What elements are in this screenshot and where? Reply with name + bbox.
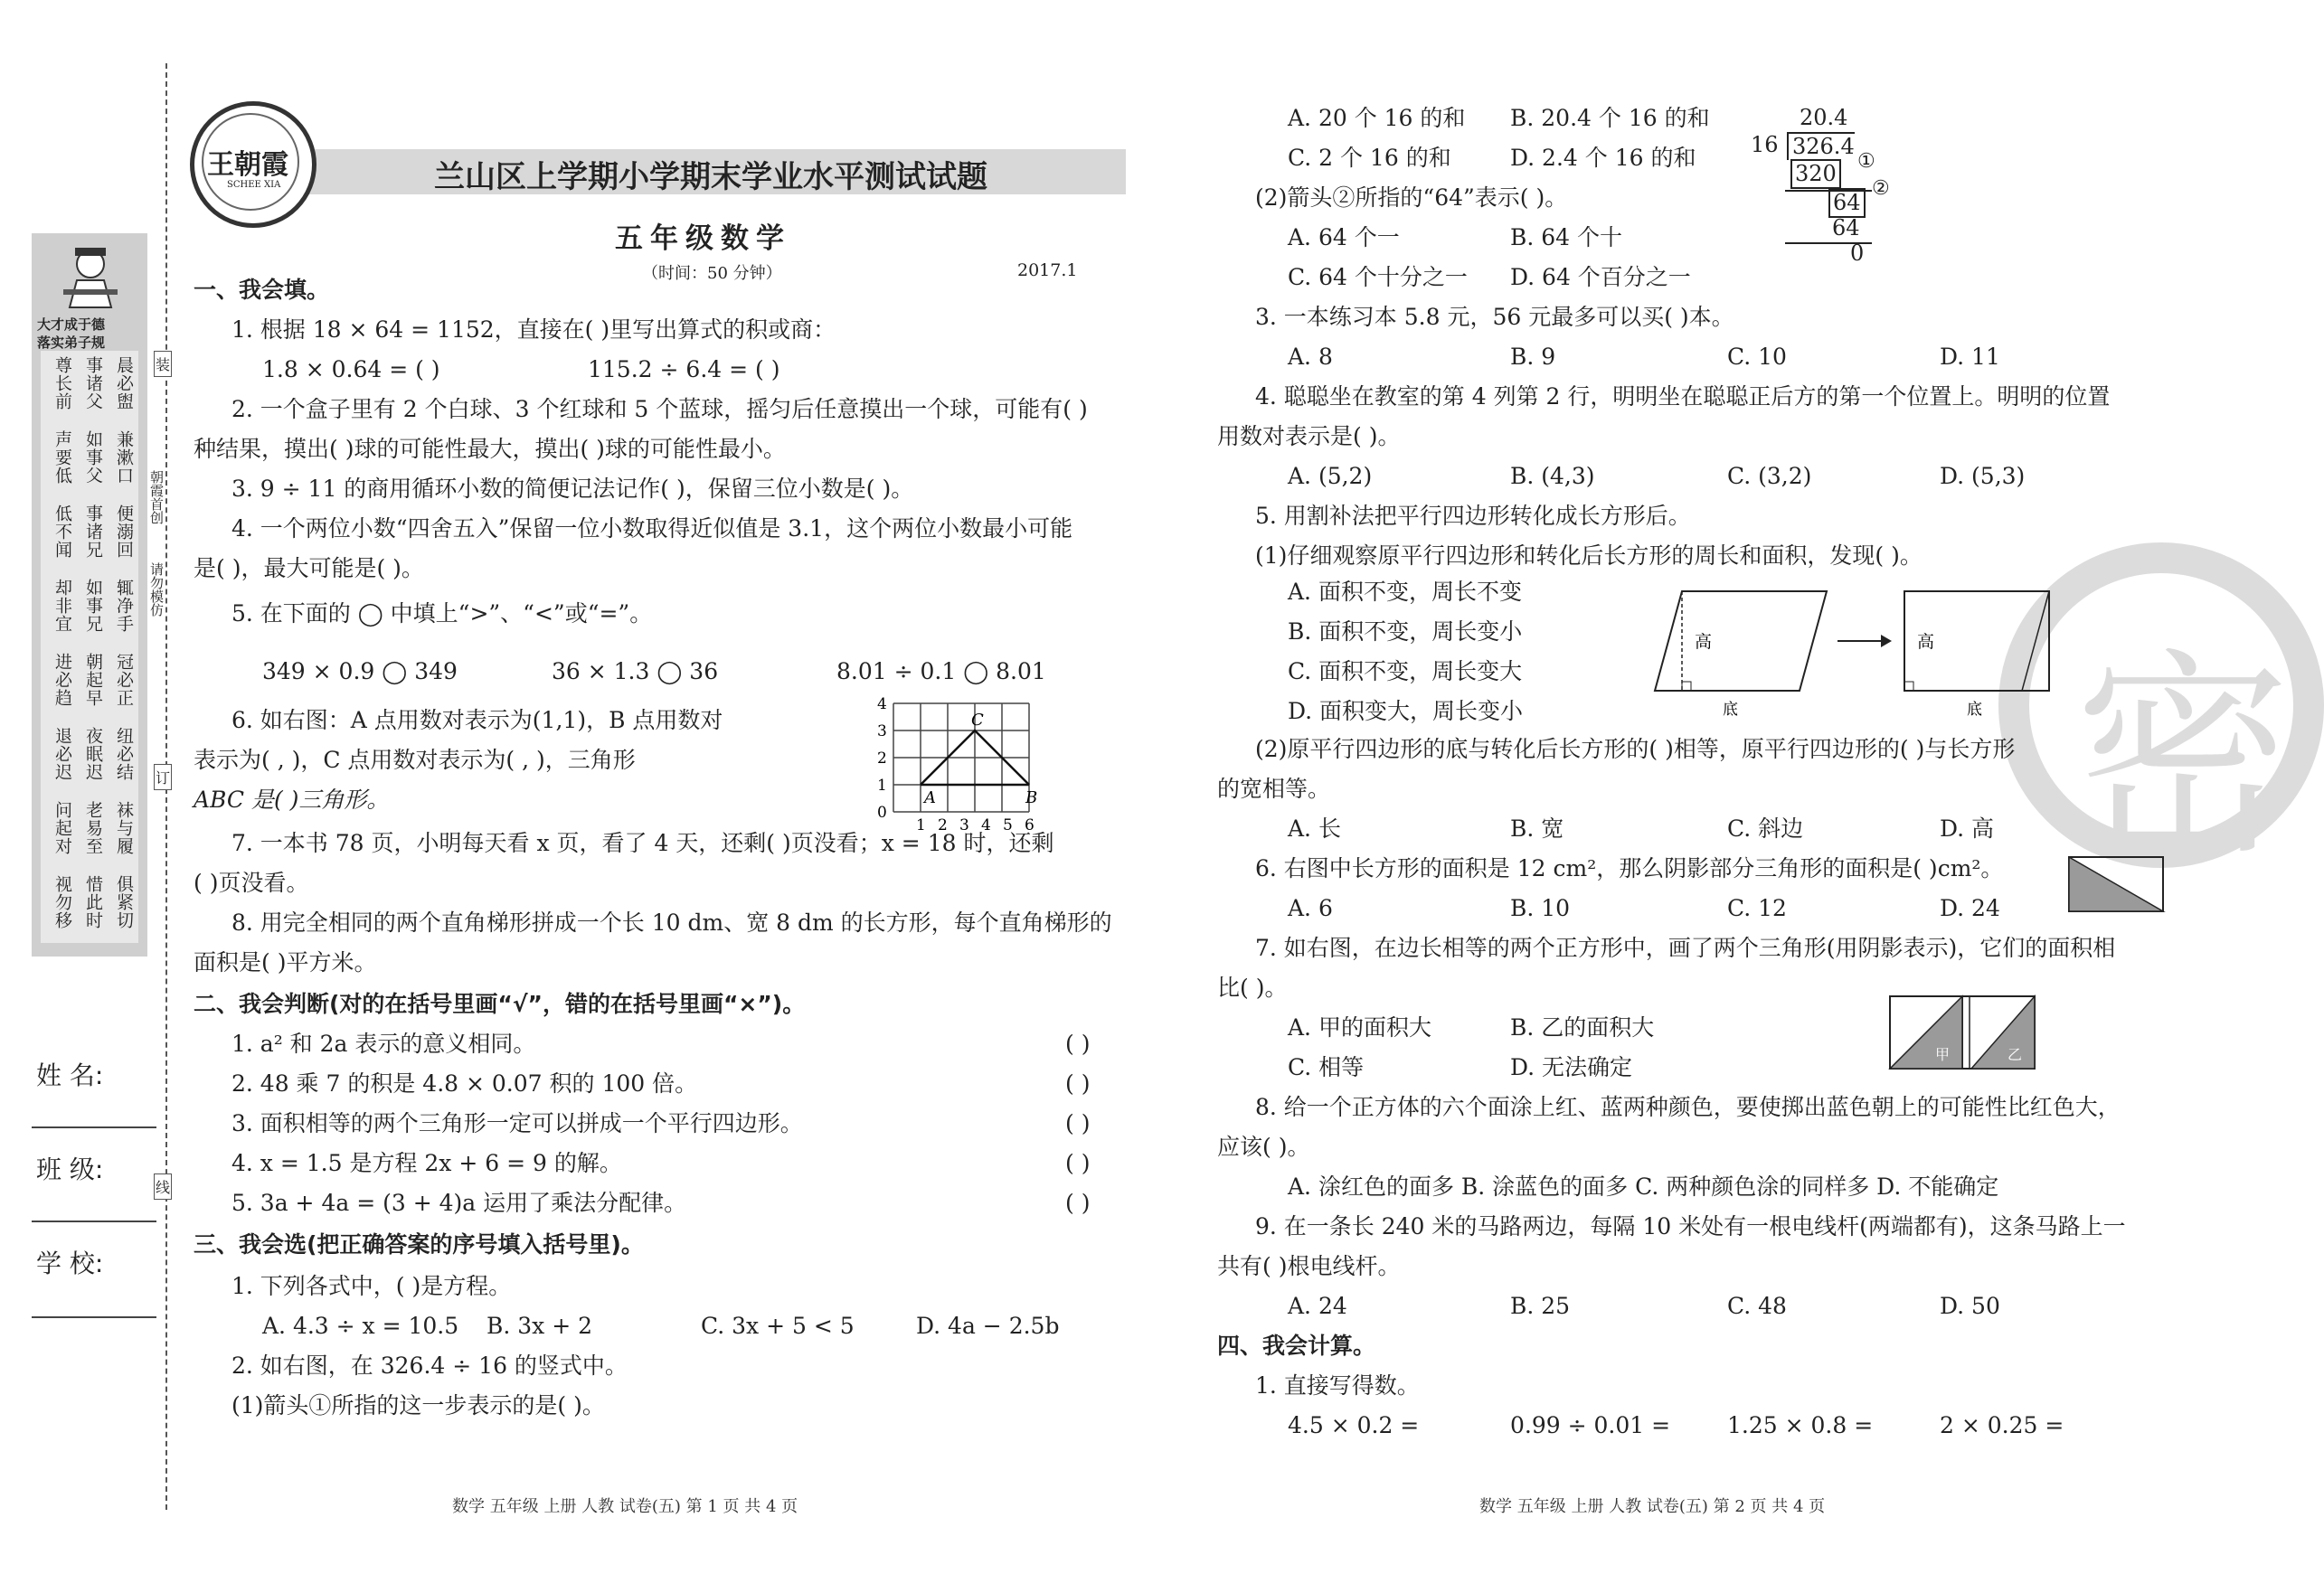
section-4-title: 四、我会计算。 xyxy=(1217,1333,1376,1359)
calc-title: 1. 直接写得数。 xyxy=(1255,1372,1420,1399)
maxim: 事诸兄 xyxy=(83,504,103,559)
long-division-figure xyxy=(1745,105,1890,268)
choice-option: A. 涂红色的面多 B. 涂蓝色的面多 C. 两种颜色涂的同样多 D. 不能确定 xyxy=(1288,1173,1999,1200)
section-1-title: 一、我会填。 xyxy=(194,277,330,303)
choice-option: D. 面积变大，周长变小 xyxy=(1288,698,1524,724)
divisor: 16 xyxy=(1751,132,1779,157)
choice-option: D. 50 xyxy=(1940,1293,2000,1319)
choice-5-2: (2)原平行四边形的底与转化后长方形的( )相等，原平行四边形的( )与长方形 xyxy=(1255,736,2016,762)
calc-item: 4.5 × 0.2 = xyxy=(1288,1412,1420,1438)
judge-answer-box[interactable]: ( ) xyxy=(1065,1190,1091,1216)
question-7-cont: ( )页没看。 xyxy=(194,870,309,896)
seal-mark: 订 xyxy=(154,764,172,790)
coordinate-grid xyxy=(866,694,1056,834)
judge-item: 1. a² 和 2a 表示的意义相同。 xyxy=(231,1031,536,1057)
name-field[interactable] xyxy=(32,1126,156,1128)
choice-option: D. 11 xyxy=(1940,344,2000,370)
choice-option: B. 64 个十 xyxy=(1510,224,1623,250)
remainder: 0 xyxy=(1850,240,1865,266)
choice-option: A. 64 个一 xyxy=(1288,224,1400,250)
question-2-cont: 种结果，摸出( )球的可能性最大，摸出( )球的可能性最小。 xyxy=(194,436,786,462)
exam-title: 兰山区上学期小学期末学业水平测试试题 xyxy=(434,159,987,195)
two-squares-figure xyxy=(1888,994,2038,1070)
x-tick: 3 xyxy=(959,816,969,834)
choice-5-2-cont: 的宽相等。 xyxy=(1217,776,1331,802)
height-label: 高 xyxy=(1695,632,1713,652)
exam-date: 2017.1 xyxy=(1017,260,1078,280)
maxim: 俱紧切 xyxy=(114,875,134,929)
label-yi: 乙 xyxy=(2008,1046,2023,1063)
choice-6: 6. 右图中长方形的面积是 12 cm²，那么阴影部分三角形的面积是( )cm²。 xyxy=(1255,855,2004,881)
choice-9-cont: 共有( )根电线杆。 xyxy=(1217,1253,1401,1279)
class-field[interactable] xyxy=(32,1221,156,1222)
logo-sub: SCHEE XIA xyxy=(227,180,281,190)
choice-option: D. 高 xyxy=(1940,815,1995,842)
choice-option: C. (3,2) xyxy=(1727,463,1812,489)
base-label: 底 xyxy=(1967,701,1982,719)
choice-5-1: (1)仔细观察原平行四边形和转化后长方形的周长和面积，发现( )。 xyxy=(1255,542,1922,569)
choice-option: B. 3x + 2 xyxy=(487,1313,593,1339)
x-tick: 4 xyxy=(981,816,991,834)
vertical-note: 朝霞首创 xyxy=(148,470,165,524)
step-320: 320 xyxy=(1790,159,1841,189)
school-field[interactable] xyxy=(32,1316,156,1318)
maxim: 退必迟 xyxy=(52,727,72,781)
exam-time: （时间：50 分钟） xyxy=(642,264,782,283)
y-tick: 3 xyxy=(877,722,887,740)
judge-answer-box[interactable]: ( ) xyxy=(1065,1070,1091,1097)
parallelogram-figure xyxy=(1646,582,2053,718)
page-footer-left: 数学 五年级 上册 人教 试卷(五) 第 1 页 共 4 页 xyxy=(452,1497,798,1516)
question-5c: 8.01 ÷ 0.1 ◯ 8.01 xyxy=(836,658,1046,684)
x-tick: 6 xyxy=(1025,816,1034,834)
calc-item: 1.25 × 0.8 = xyxy=(1727,1412,1874,1438)
maxim: 惜此时 xyxy=(83,875,103,929)
choice-option: D. 64 个百分之一 xyxy=(1510,264,1691,290)
section-3-title: 三、我会选(把正确答案的序号填入括号里)。 xyxy=(194,1231,644,1258)
calc-item: 2 × 0.25 = xyxy=(1940,1412,2064,1438)
page-footer-right: 数学 五年级 上册 人教 试卷(五) 第 2 页 共 4 页 xyxy=(1479,1497,1826,1516)
choice-2: 2. 如右图，在 326.4 ÷ 16 的竖式中。 xyxy=(231,1353,628,1379)
choice-option: B. 宽 xyxy=(1510,815,1564,842)
maxim-panel xyxy=(32,233,147,957)
question-5b: 36 × 1.3 ◯ 36 xyxy=(552,658,719,684)
step-64: 64 xyxy=(1828,188,1866,218)
choice-option: C. 2 个 16 的和 xyxy=(1288,145,1451,171)
arrow-marker-1: ① xyxy=(1857,150,1875,173)
y-tick: 1 xyxy=(877,777,887,795)
dividend: 326.4 xyxy=(1787,132,1855,160)
choice-9: 9. 在一条长 240 米的马路两边，每隔 10 米处有一根电线杆(两端都有)，这条马路上一 xyxy=(1255,1213,2126,1239)
question-7: 7. 一本书 78 页，小明每天看 x 页，看了 4 天，还剩( )页没看；x = 18 时，还剩 xyxy=(231,830,1054,856)
maxim: 晨必盥 xyxy=(114,356,134,410)
question-4: 4. 一个两位小数“四舍五入”保留一位小数取得近似值是 3.1，这个两位小数最小可能 xyxy=(231,515,1073,542)
choice-option: A. 24 xyxy=(1288,1293,1347,1319)
watermark-text: 密 xyxy=(2074,630,2292,883)
maxim: 朝起早 xyxy=(83,653,103,707)
logo xyxy=(190,101,316,228)
judge-item: 3. 面积相等的两个三角形一定可以拼成一个平行四边形。 xyxy=(231,1110,803,1136)
maxim: 却非宜 xyxy=(52,579,72,633)
choice-option: C. 10 xyxy=(1727,344,1787,370)
maxim: 事诸父 xyxy=(83,356,103,410)
x-tick: 1 xyxy=(916,816,926,834)
maxim: 纽必结 xyxy=(114,727,134,781)
maxim: 如事兄 xyxy=(83,579,103,633)
judge-answer-box[interactable]: ( ) xyxy=(1065,1150,1091,1176)
calc-item: 0.99 ÷ 0.01 = xyxy=(1510,1412,1671,1438)
maxim-grid xyxy=(41,351,138,943)
choice-option: A. 甲的面积大 xyxy=(1288,1014,1431,1041)
section-2-title: 二、我会判断(对的在括号里画“√”，错的在括号里画“×”)。 xyxy=(194,991,806,1017)
choice-option: D. (5,3) xyxy=(1940,463,2026,489)
maxim: 低不闻 xyxy=(52,504,72,559)
choice-option: C. 面积不变，周长变大 xyxy=(1288,658,1523,684)
choice-option: B. 25 xyxy=(1510,1293,1571,1319)
choice-option: B. 20.4 个 16 的和 xyxy=(1510,105,1710,131)
name-label: 姓 名: xyxy=(36,1060,104,1090)
maxim: 视勿移 xyxy=(52,875,72,929)
choice-7-cont: 比( )。 xyxy=(1217,975,1288,1001)
height-label: 高 xyxy=(1917,632,1935,652)
maxim: 问起对 xyxy=(52,801,72,855)
vertical-note: 请勿模仿 xyxy=(148,562,165,617)
x-tick: 2 xyxy=(938,816,948,834)
seal-mark: 线 xyxy=(154,1173,172,1200)
motto: 大才成于德 xyxy=(37,316,106,333)
choice-option: A. 20 个 16 的和 xyxy=(1288,105,1466,131)
question-6-cont: 表示为( , )，C 点用数对表示为( , )，三角形 xyxy=(194,747,636,773)
choice-1: 1. 下列各式中，( )是方程。 xyxy=(231,1273,512,1299)
label-jia: 甲 xyxy=(1935,1046,1951,1063)
question-1: 1. 根据 18 × 64 = 1152，直接在( )里写出算式的积或商： xyxy=(231,316,836,343)
choice-8: 8. 给一个正方体的六个面涂上红、蓝两种颜色，要使掷出蓝色朝上的可能性比红色大， xyxy=(1255,1094,2121,1120)
choice-option: C. 斜边 xyxy=(1727,815,1804,842)
school-label: 学 校: xyxy=(36,1249,104,1278)
judge-answer-box[interactable]: ( ) xyxy=(1065,1031,1091,1057)
judge-item: 4. x = 1.5 是方程 2x + 6 = 9 的解。 xyxy=(231,1150,622,1176)
judge-item: 2. 48 乘 7 的积是 4.8 × 0.07 积的 100 倍。 xyxy=(231,1070,698,1097)
choice-option: A. 6 xyxy=(1288,895,1333,921)
quotient: 20.4 xyxy=(1800,105,1848,130)
arrow-marker-2: ② xyxy=(1872,177,1890,200)
choice-option: A. (5,2) xyxy=(1288,463,1373,489)
maxim: 便溺回 xyxy=(114,504,134,559)
choice-3: 3. 一本练习本 5.8 元，56 元最多可以买( )本。 xyxy=(1255,304,1734,330)
choice-option: C. 48 xyxy=(1727,1293,1787,1319)
choice-option: A. 4.3 ÷ x = 10.5 xyxy=(262,1313,459,1339)
maxim: 声要低 xyxy=(52,430,72,485)
question-6-cont2: ABC 是( )三角形。 xyxy=(194,787,390,813)
question-5a: 349 × 0.9 ◯ 349 xyxy=(262,658,458,684)
y-tick: 0 xyxy=(877,804,887,822)
x-tick: 5 xyxy=(1003,816,1013,834)
choice-option: A. 8 xyxy=(1288,344,1333,370)
choice-option: A. 面积不变，周长不变 xyxy=(1288,579,1522,605)
choice-option: C. 64 个十分之一 xyxy=(1288,264,1468,290)
choice-option: D. 24 xyxy=(1940,895,2000,921)
choice-5: 5. 用割补法把平行四边形转化成长方形后。 xyxy=(1255,503,1691,529)
y-tick: 4 xyxy=(877,695,887,713)
point-c-label: C xyxy=(971,711,984,730)
question-8: 8. 用完全相同的两个直角梯形拼成一个长 10 dm、宽 8 dm 的长方形，每个直角梯形的 xyxy=(231,910,1112,936)
question-1a: 1.8 × 0.64 = ( ) xyxy=(262,356,440,382)
choice-option: B. 乙的面积大 xyxy=(1510,1014,1655,1041)
choice-2-1: (1)箭头①所指的这一步表示的是( )。 xyxy=(231,1392,605,1418)
maxim: 辄净手 xyxy=(114,579,134,633)
choice-option: D. 无法确定 xyxy=(1510,1054,1633,1080)
subject-title: 五年级数学 xyxy=(615,222,791,255)
question-1b: 115.2 ÷ 6.4 = ( ) xyxy=(588,356,780,382)
parallelogram xyxy=(1655,591,1827,691)
y-tick: 2 xyxy=(877,749,887,768)
point-a-label: A xyxy=(924,788,936,807)
shaded-triangle-figure xyxy=(2067,855,2165,913)
step-64b: 64 xyxy=(1832,215,1860,240)
logo-text: 王朝霞 xyxy=(207,149,288,181)
choice-option: C. 12 xyxy=(1727,895,1787,921)
choice-7: 7. 如右图，在边长相等的两个正方形中，画了两个三角形(用阴影表示)，它们的面积相 xyxy=(1255,935,2116,961)
choice-option: B. (4,3) xyxy=(1510,463,1595,489)
question-8-cont: 面积是( )平方米。 xyxy=(194,949,377,976)
maxim: 袜与履 xyxy=(114,801,134,855)
class-label: 班 级: xyxy=(36,1155,104,1184)
question-4-cont: 是( )，最大可能是( )。 xyxy=(194,555,424,581)
maxim: 进必趋 xyxy=(52,653,72,707)
choice-4: 4. 聪聪坐在教室的第 4 列第 2 行，明明坐在聪聪正后方的第一个位置上。明明的位置 xyxy=(1255,383,2111,410)
motto: 落实弟子规 xyxy=(37,335,106,351)
judge-item: 5. 3a + 4a = (3 + 4)a 运用了乘法分配律。 xyxy=(231,1190,687,1216)
choice-option: C. 3x + 5 < 5 xyxy=(701,1313,855,1339)
point-b-label: B xyxy=(1025,788,1038,807)
maxim: 老易至 xyxy=(83,801,103,855)
maxim: 尊长前 xyxy=(52,356,72,410)
choice-option: B. 10 xyxy=(1510,895,1571,921)
choice-4-cont: 用数对表示是( )。 xyxy=(1217,423,1401,449)
choice-option: D. 2.4 个 16 的和 xyxy=(1510,145,1696,171)
maxim: 冠必正 xyxy=(114,653,134,707)
question-6: 6. 如右图：A 点用数对表示为(1,1)，B 点用数对 xyxy=(231,707,723,733)
choice-option: B. 面积不变，周长变小 xyxy=(1288,618,1523,645)
question-2: 2. 一个盒子里有 2 个白球、3 个红球和 5 个蓝球，摇匀后任意摸出一个球，可能有( ) xyxy=(231,396,1088,422)
maxim: 兼漱口 xyxy=(114,430,134,485)
seal-mark: 装 xyxy=(154,351,172,377)
maxim: 如事父 xyxy=(83,430,103,485)
choice-option: B. 9 xyxy=(1510,344,1556,370)
scholar-illustration xyxy=(59,244,122,309)
choice-option: D. 4a − 2.5b xyxy=(916,1313,1060,1339)
base-label: 底 xyxy=(1723,701,1738,719)
question-3: 3. 9 ÷ 11 的商用循环小数的简便记法记作( )，保留三位小数是( )。 xyxy=(231,476,914,502)
maxim: 夜眠迟 xyxy=(83,727,103,781)
judge-answer-box[interactable]: ( ) xyxy=(1065,1110,1091,1136)
question-5: 5. 在下面的 ◯ 中填上“>”、“<”或“=”。 xyxy=(231,600,653,627)
choice-8-cont: 应该( )。 xyxy=(1217,1134,1310,1160)
choice-option: A. 长 xyxy=(1288,815,1341,842)
choice-2-2: (2)箭头②所指的“64”表示( )。 xyxy=(1255,184,1568,211)
choice-option: C. 相等 xyxy=(1288,1054,1365,1080)
